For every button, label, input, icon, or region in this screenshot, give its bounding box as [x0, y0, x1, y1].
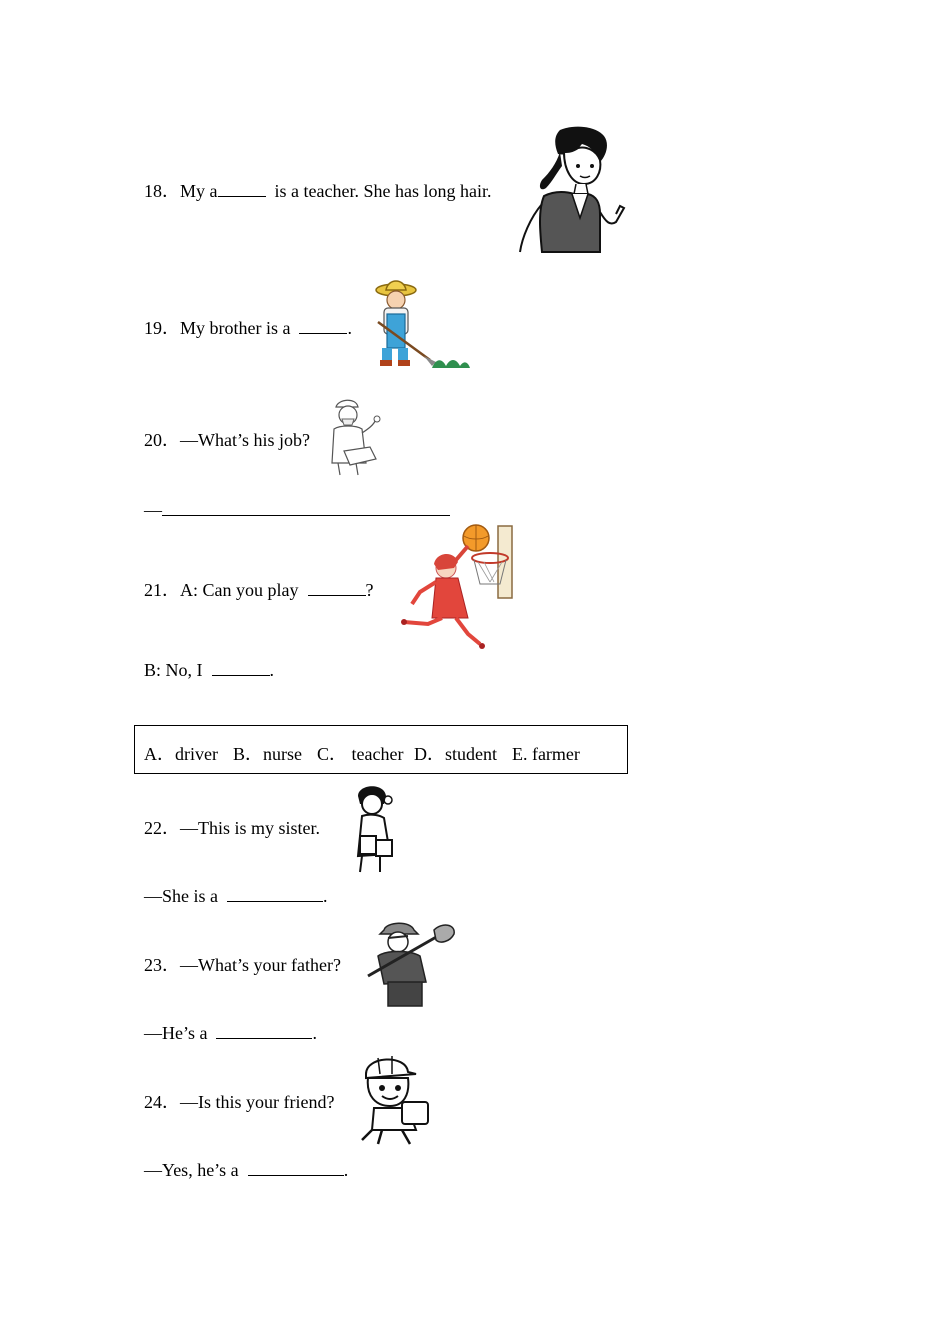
answer-blank[interactable] [227, 885, 323, 902]
teacher-woman-icon [516, 122, 628, 254]
question-20 [144, 429, 310, 451]
answer-blank[interactable] [162, 499, 450, 516]
question-text: —What’s his job? [180, 430, 310, 450]
options-box [134, 725, 628, 774]
question-number: 23． [144, 955, 180, 975]
options-row [144, 740, 586, 766]
answer-blank[interactable] [218, 180, 266, 197]
answer-blank[interactable] [212, 659, 270, 676]
question-number: 22． [144, 818, 180, 838]
answer-text-pre: —She is a [144, 886, 218, 906]
answer-text-post: . [312, 1023, 317, 1043]
question-text-pre: My a [180, 181, 218, 201]
answer-blank[interactable] [308, 579, 366, 596]
question-text-pre: A: Can you play [180, 580, 299, 600]
question-text: —This is my sister. [180, 818, 321, 838]
answer-text-post: . [323, 886, 328, 906]
question-19 [144, 317, 352, 339]
question-text-pre: My brother is a [180, 318, 291, 338]
question-text: —Is this your friend? [180, 1092, 335, 1112]
nurse-girl-icon [350, 782, 400, 874]
question-22 [144, 817, 320, 839]
answer-text-pre: B: No, I [144, 660, 203, 680]
question-number: 24． [144, 1092, 180, 1112]
answer-text-pre: —Yes, he’s a [144, 1160, 239, 1180]
answer-text-post: . [269, 660, 274, 680]
question-text: —What’s your father? [180, 955, 341, 975]
farmer-shovel-icon [364, 920, 460, 1010]
question-number: 19． [144, 318, 180, 338]
option-e: E. farmer [511, 744, 580, 764]
answer-text-pre: —He’s a [144, 1023, 208, 1043]
option-b: B．nurse [232, 744, 302, 764]
answer-dash: — [144, 500, 162, 520]
question-text-post: ? [365, 580, 374, 600]
question-24 [144, 1091, 334, 1113]
question-number: 18． [144, 181, 180, 201]
question-text-post: . [347, 318, 352, 338]
question-23 [144, 954, 341, 976]
question-18 [144, 180, 491, 202]
option-d: D．student [413, 744, 497, 764]
girl-basketball-icon [398, 522, 518, 650]
question-24-answer [144, 1159, 348, 1181]
question-22-answer [144, 885, 328, 907]
question-number: 20． [144, 430, 180, 450]
answer-blank[interactable] [299, 317, 347, 334]
question-21-b [144, 659, 274, 681]
option-a: A．driver [144, 744, 218, 764]
question-20-answer [144, 499, 450, 521]
question-text-post: is a teacher. She has long hair. [274, 181, 492, 201]
option-c: C． teacher [316, 744, 404, 764]
question-number: 21． [144, 580, 180, 600]
farmer-raking-icon [370, 276, 474, 372]
doctor-writing-icon [326, 397, 388, 477]
question-23-answer [144, 1022, 317, 1044]
answer-blank[interactable] [248, 1159, 344, 1176]
answer-blank[interactable] [216, 1022, 312, 1039]
schoolboy-icon [358, 1052, 434, 1146]
question-21 [144, 579, 374, 601]
answer-text-post: . [343, 1160, 349, 1180]
